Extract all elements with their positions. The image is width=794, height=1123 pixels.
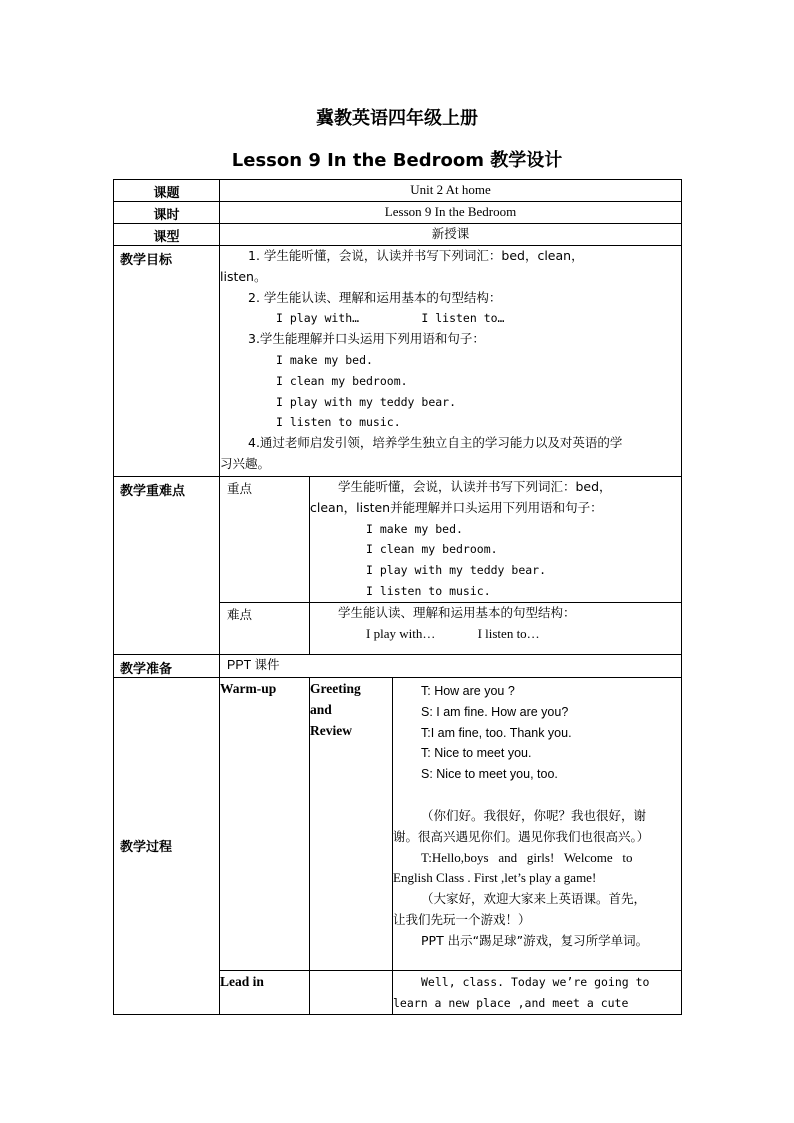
key-point-line: clean，listen并能理解并口头运用下列用语和句子： [310, 499, 603, 515]
objective-line: I play with… I listen to… [276, 311, 505, 326]
lesson-title: Lesson 9 In the Bedroom 教学设计 [231, 150, 563, 171]
warmup-step [310, 678, 393, 971]
translation-line: 让我们先玩一个游戏！） [393, 911, 531, 927]
instruction-line: PPT 出示“踢足球”游戏，复习所学单词。 [421, 932, 649, 948]
dialogue-line: Well, class. Today we’re going to [421, 975, 650, 989]
step-name-line: Greeting [310, 681, 361, 696]
objective-line: I play with my teddy bear. [276, 394, 457, 409]
objectives-content [220, 246, 682, 477]
process-label: 教学过程 [114, 678, 220, 1015]
translation-line: 谢。很高兴遇见你们。遇见你我们也很高兴。） [393, 828, 650, 844]
key-point-line: I play with my teddy bear. [366, 563, 547, 578]
row-preparation [114, 655, 682, 678]
key-point-content [310, 477, 682, 603]
dialogue-line: T:I am fine, too. Thank you. [421, 725, 572, 740]
topic-label: 课题 [114, 180, 220, 202]
type-label: 课型 [114, 224, 220, 246]
warmup-stage: Warm-up [220, 678, 310, 971]
translation-line: （大家好，欢迎大家来上英语课。首先， [421, 891, 647, 907]
objectives-label: 教学目标 [114, 246, 220, 477]
dialogue-line: S: I am fine. How are you? [421, 704, 569, 719]
preparation-label: 教学准备 [114, 655, 220, 678]
key-points-label: 教学重难点 [114, 477, 220, 655]
objective-line: 3.学生能理解并口头运用下列用语和句子： [248, 331, 485, 347]
period-value: Lesson 9 In the Bedroom [220, 202, 682, 224]
translation-line: （你们好。我很好，你呢？我也很好，谢 [421, 807, 647, 823]
step-name-line: Review [310, 723, 352, 738]
type-value: 新授课 [220, 224, 682, 246]
objective-line: 习兴趣。 [220, 455, 271, 471]
document-title: 冀教英语四年级上册 [316, 108, 478, 129]
leadin-content [393, 971, 682, 1015]
key-point-label: 重点 [220, 477, 310, 603]
dialogue-line: learn a new place ,and meet a cute [393, 995, 629, 1010]
key-point-line: I listen to music. [366, 583, 491, 598]
row-key-points [114, 477, 682, 603]
objective-line: I clean my bedroom. [276, 373, 408, 388]
objective-line: 1. 学生能听懂，会说，认读并书写下列词汇：bed，clean， [248, 248, 584, 263]
row-process-warmup [114, 678, 682, 971]
objective-line: listen。 [220, 268, 267, 284]
blank-line [393, 785, 681, 806]
difficult-point-line: 学生能认读、理解和运用基本的句型结构： [338, 605, 576, 620]
period-label: 课时 [114, 202, 220, 224]
objective-line: I make my bed. [276, 352, 373, 367]
key-point-line: I make my bed. [366, 521, 463, 536]
dialogue-line: T:Hello,boys and girls! Welcome to [421, 849, 633, 865]
row-objectives [114, 246, 682, 477]
topic-value: Unit 2 At home [220, 180, 682, 202]
key-point-line: 学生能听懂，会说，认读并书写下列词汇：bed， [338, 479, 612, 494]
dialogue-line: English Class . First ,let’s play a game! [393, 870, 597, 886]
dialogue-line: T: Nice to meet you. [421, 746, 532, 761]
step-name-line: and [310, 702, 332, 717]
objective-line: 2. 学生能认读、理解和运用基本的句型结构： [248, 289, 502, 305]
difficult-point-label: 难点 [220, 603, 310, 655]
leadin-step [310, 971, 393, 1015]
dialogue-line: S: Nice to meet you, too. [421, 767, 558, 782]
row-type [114, 224, 682, 246]
row-topic [114, 180, 682, 202]
objective-line: I listen to music. [276, 415, 401, 430]
key-point-line: I clean my bedroom. [366, 542, 498, 557]
difficult-point-content [310, 603, 682, 655]
warmup-content [393, 678, 682, 971]
difficult-point-line: I play with… I listen to… [366, 625, 540, 641]
objective-line: 4.通过老师启发引领，培养学生独立自主的学习能力以及对英语的学 [248, 435, 623, 451]
row-period [114, 202, 682, 224]
dialogue-line: T: How are you ? [421, 684, 515, 698]
preparation-value: PPT 课件 [220, 655, 682, 678]
leadin-stage: Lead in [220, 971, 310, 1015]
lesson-plan-table [113, 179, 682, 1015]
